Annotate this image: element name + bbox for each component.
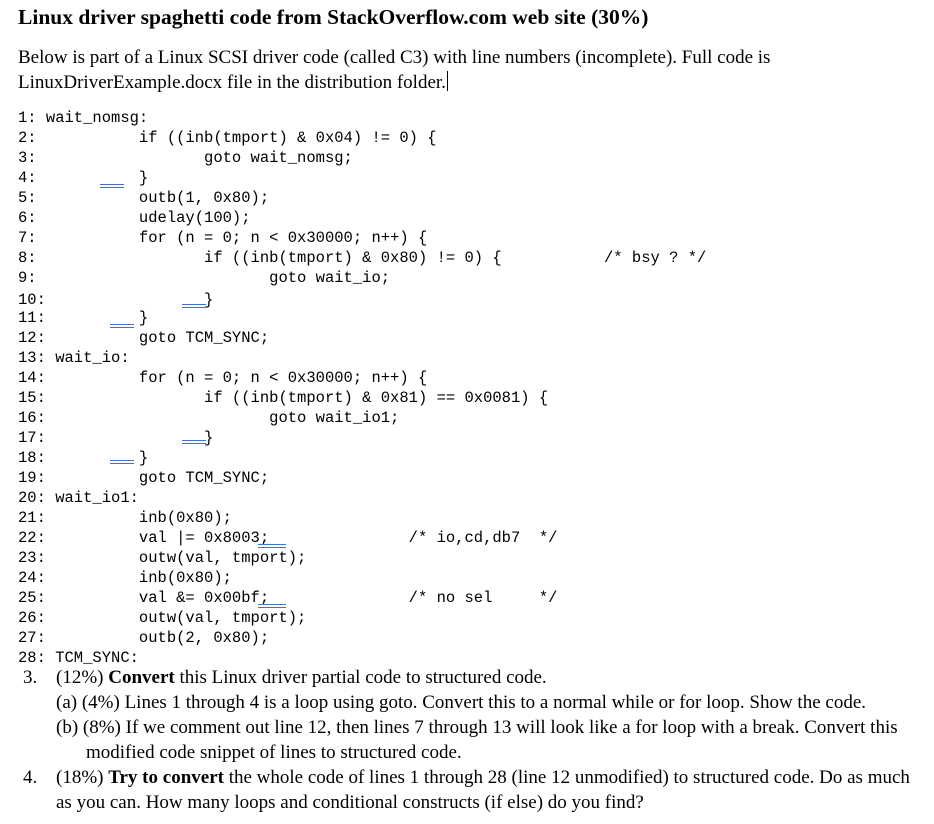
code-line: 18: }: [18, 449, 149, 467]
format-mark: [258, 544, 286, 545]
code-line: 8: if ((inb(tmport) & 0x80) != 0) { /* bsy ? */: [18, 249, 707, 267]
format-mark: [182, 304, 206, 305]
code-line: 16: goto wait_io1;: [18, 409, 400, 427]
code-line: 24: inb(0x80);: [18, 569, 232, 587]
question-text: this Linux driver partial code to structured code.: [179, 667, 547, 688]
code-line: 27: outb(2, 0x80);: [18, 629, 270, 647]
question-3b: (b) (8%) If we comment out line 12, then lines 7 through 13 will look like a for loop with a break. Convert this modified code snippet of lines to structured code.: [56, 717, 898, 763]
code-line: 11: }: [18, 309, 149, 327]
code-line: 7: for (n = 0; n < 0x30000; n++) {: [18, 229, 428, 247]
format-mark: [258, 547, 286, 548]
question-emphasis: Try to convert: [108, 767, 224, 788]
question-4: [23, 765, 928, 817]
code-line: 10: }: [18, 291, 214, 309]
code-line: 4: }: [18, 169, 149, 187]
code-line: 20: wait_io1:: [18, 489, 139, 507]
format-mark: [258, 604, 286, 605]
format-mark: [182, 307, 206, 308]
code-line: 21: inb(0x80);: [18, 509, 232, 527]
code-line: 3: goto wait_nomsg;: [18, 149, 353, 167]
question-emphasis: Convert: [108, 667, 175, 688]
format-mark: [100, 187, 124, 188]
code-line: 12: goto TCM_SYNC;: [18, 329, 270, 347]
page-title: Linux driver spaghetti code from StackOverflow.com web site (30%): [18, 5, 649, 29]
question-text: the whole code of lines 1 through 28 (line 12 unmodified) to structured code. Do as much as you can. How many loops and conditional constructs (if else) do you find?: [56, 767, 910, 813]
question-number: 4.: [23, 767, 38, 788]
format-mark: [182, 443, 206, 444]
code-line: 9: goto wait_io;: [18, 269, 391, 287]
code-line: 25: val &= 0x00bf; /* no sel */: [18, 589, 558, 607]
code-line: 19: goto TCM_SYNC;: [18, 469, 270, 487]
intro-text: Below is part of a Linux SCSI driver code (called C3) with line numbers (incomplete). Full code is LinuxDriverExample.docx file in the distribution folder.: [18, 47, 771, 93]
code-line: 22: val |= 0x8003; /* io,cd,db7 */: [18, 529, 558, 547]
code-line: 17: }: [18, 429, 214, 447]
text-cursor: [447, 71, 448, 91]
format-mark: [110, 463, 134, 464]
format-mark: [100, 184, 124, 185]
code-line: 23: outw(val, tmport);: [18, 549, 307, 567]
question-percent: (18%): [56, 767, 104, 788]
code-line: 13: wait_io:: [18, 349, 130, 367]
question-body: [56, 665, 926, 765]
question-intro: [56, 665, 926, 690]
question-body: [56, 765, 926, 815]
question-3a: (a) (4%) Lines 1 through 4 is a loop using goto. Convert this to a normal while or for loop. Show the code.: [56, 692, 867, 713]
code-line: 28: TCM_SYNC:: [18, 649, 139, 667]
code-line: 14: for (n = 0; n < 0x30000; n++) {: [18, 369, 428, 387]
question-number: 3.: [23, 667, 38, 688]
question-percent: (12%): [56, 667, 104, 688]
code-line: 2: if ((inb(tmport) & 0x04) != 0) {: [18, 129, 437, 147]
code-line: 5: outb(1, 0x80);: [18, 189, 270, 207]
format-mark: [110, 324, 134, 325]
intro-paragraph[interactable]: [18, 45, 918, 95]
format-mark: [110, 327, 134, 328]
code-line: 6: udelay(100);: [18, 209, 251, 227]
format-mark: [182, 440, 206, 441]
format-mark: [110, 460, 134, 461]
code-line: 15: if ((inb(tmport) & 0x81) == 0x0081) {: [18, 389, 549, 407]
format-mark: [258, 607, 286, 608]
code-line: 26: outw(val, tmport);: [18, 609, 307, 627]
code-line: 1: wait_nomsg:: [18, 109, 149, 127]
question-3: [23, 665, 928, 765]
